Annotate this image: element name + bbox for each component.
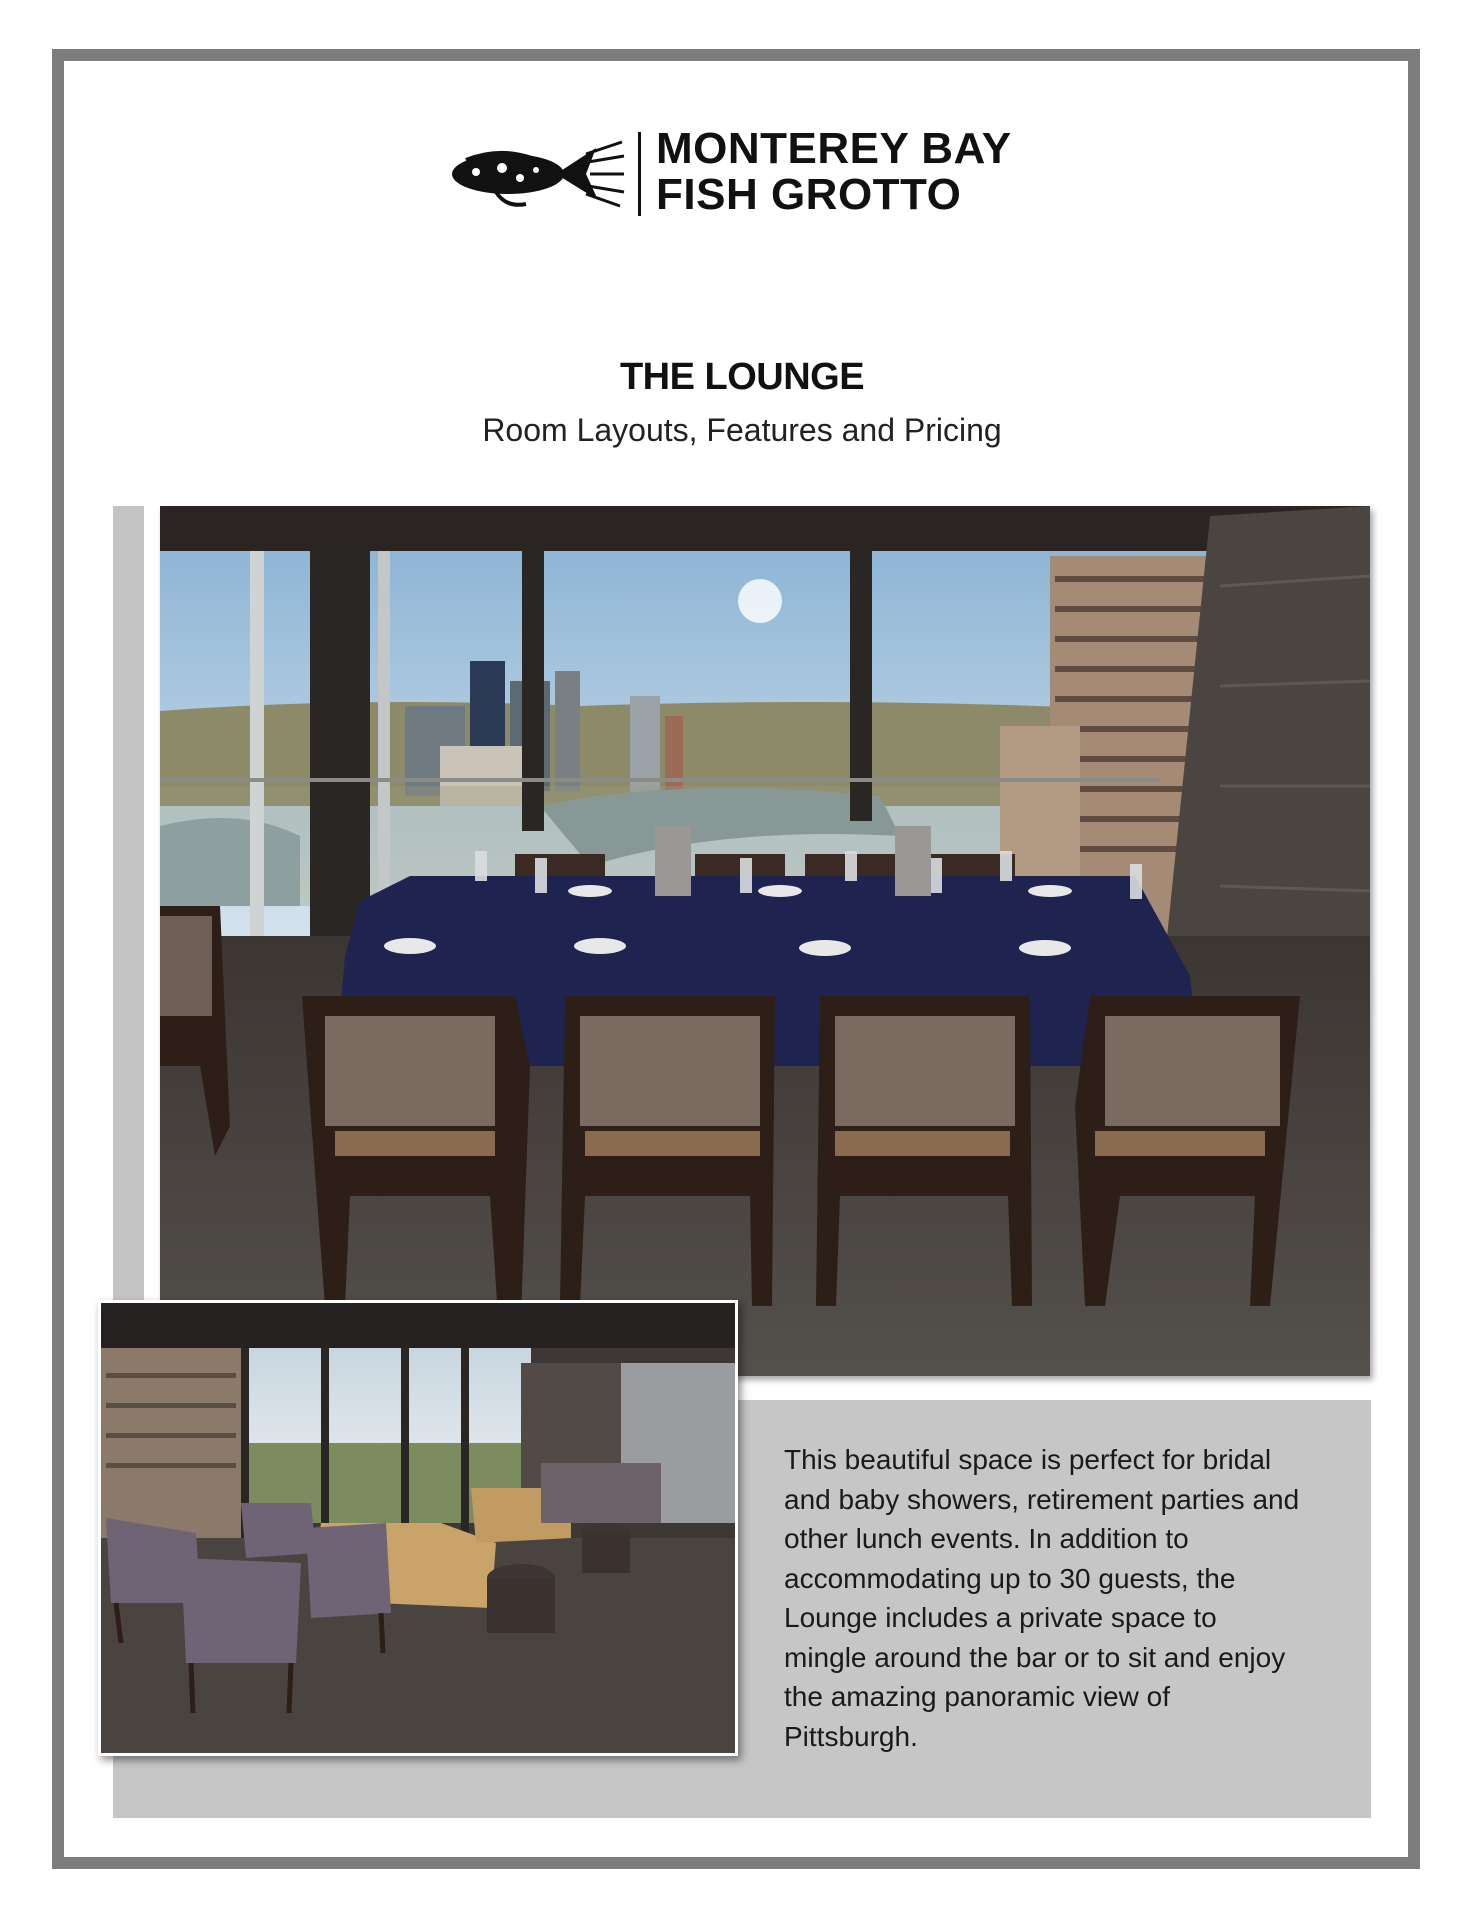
accent-bar (113, 506, 144, 1306)
brand-logo (446, 126, 1046, 236)
dining-room-photo (160, 506, 1370, 1376)
logo-divider (638, 132, 641, 216)
brand-line-1: MONTEREY BAY (656, 124, 1012, 173)
brand-name (656, 126, 1012, 218)
brand-line-2: FISH GROTTO (656, 170, 962, 219)
page-title: THE LOUNGE (619, 356, 865, 398)
page-subtitle: Room Layouts, Features and Pricing (482, 412, 1002, 448)
fish-icon (446, 134, 626, 214)
room-description: This beautiful space is perfect for bridal and baby showers, retirement parties and other lunch events. In addition to accommodating up to 30 guests, the Lounge includes a private space to mingle around the bar or to sit and enjoy the amazing panoramic view of Pittsburgh. (784, 1444, 1300, 1752)
lounge-seating-photo (98, 1300, 738, 1756)
